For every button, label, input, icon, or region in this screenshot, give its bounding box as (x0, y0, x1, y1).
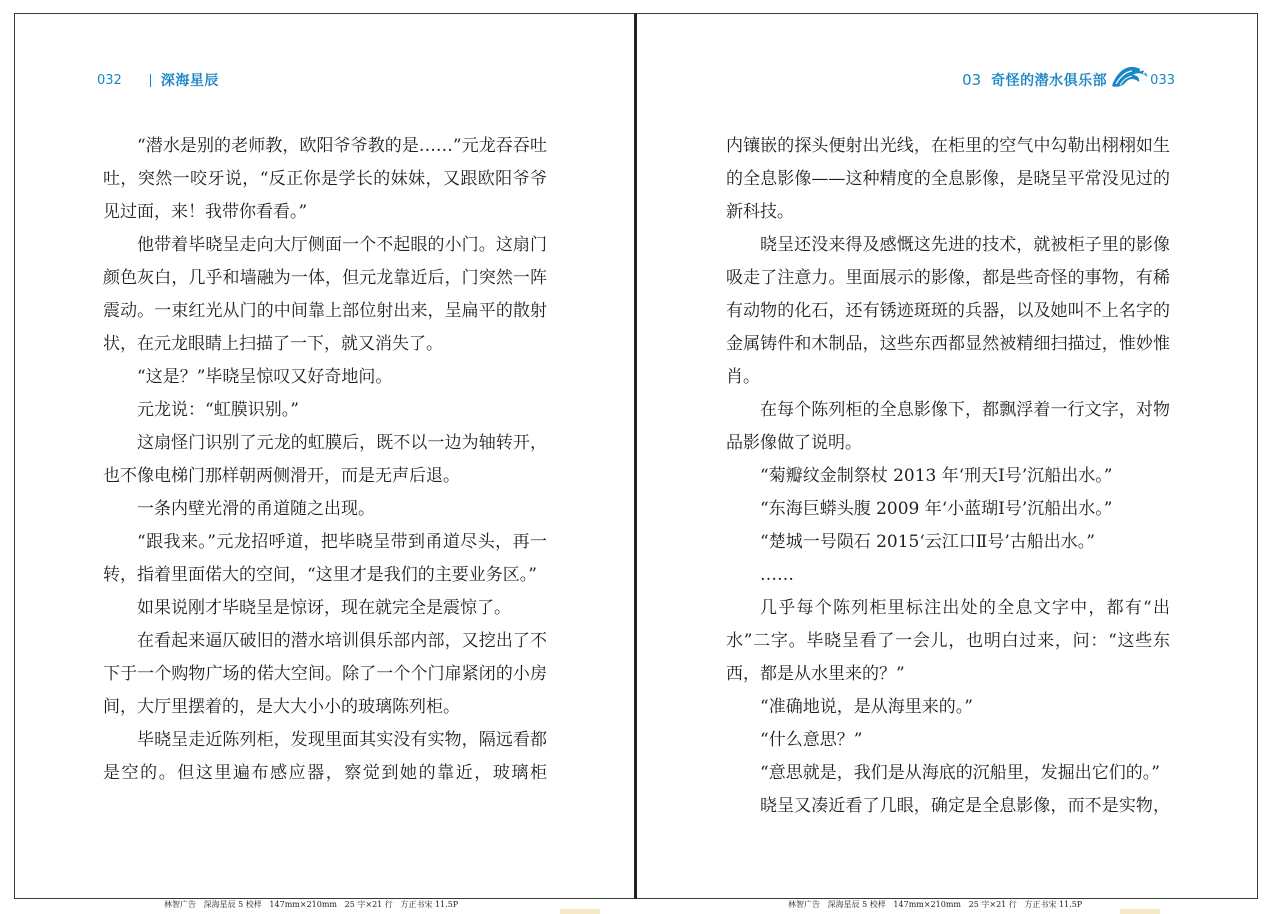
paragraph: 晓呈还没来得及感慨这先进的技术，就被柜子里的影像吸走了注意力。里面展示的影像，都是些奇怪的事物，有稀有动物的化石，还有锈迹斑斑的兵器，以及她叫不上名字的金属铸件和木制品，这些东西都显然被精细扫描过，惟妙惟肖。 (726, 235, 1170, 387)
chapter-title: 奇怪的潜水俱乐部 (991, 73, 1108, 89)
paragraph: …… (760, 565, 794, 585)
paragraph: “楚城一号陨石 2015‘云江口Ⅱ号’古船出水。” (760, 532, 1095, 552)
paragraph: 毕晓呈走近陈列柜，发现里面其实没有实物，隔远看都是空的。但这里遍布感应器，察觉到她的靠近，玻璃柜 (103, 730, 547, 783)
page-number: 033 (1150, 72, 1175, 88)
wave-icon (1110, 62, 1150, 90)
color-bar (560, 909, 600, 914)
page-number: 032 (97, 72, 122, 88)
paragraph: “什么意思？” (760, 730, 863, 750)
paragraph: “准确地说，是从海里来的。” (760, 697, 973, 717)
print-slug: 林智广告 深海星辰 5 校样 147mm×210mm 25 字×21 行 方正书宋 11.5P (164, 899, 458, 914)
paragraph: “菊瓣纹金制祭杖 2013 年‘刑天Ⅰ号’沉船出水。” (760, 466, 1113, 486)
paragraph: 这扇怪门识别了元龙的虹膜后，既不以一边为轴转开，也不像电梯门那样朝两侧滑开，而是无声后退。 (103, 433, 547, 486)
color-bar (1120, 909, 1160, 914)
paragraph: 几乎每个陈列柜里标注出处的全息文字中，都有“出水”二字。毕晓呈看了一会儿，也明白过来，问：“这些东西，都是从水里来的？” (726, 598, 1170, 684)
paragraph: “潜水是别的老师教，欧阳爷爷教的是……”元龙吞吞吐吐，突然一咬牙说，“反正你是学长的妹妹，又跟欧阳爷爷见过面，来！我带你看看。” (103, 136, 547, 222)
header-divider (150, 74, 151, 87)
print-slug: 林智广告 深海星辰 5 校样 147mm×210mm 25 字×21 行 方正书宋 11.5P (788, 899, 1082, 914)
left-page (14, 13, 636, 899)
paragraph: 他带着毕晓呈走向大厅侧面一个不起眼的小门。这扇门颜色灰白，几乎和墙融为一体，但元龙靠近后，门突然一阵震动。一束红光从门的中间靠上部位射出来，呈扁平的散射状，在元龙眼睛上扫描了一下，就又消失了。 (103, 235, 547, 354)
paragraph: 如果说刚才毕晓呈是惊讶，现在就完全是震惊了。 (137, 598, 511, 618)
paragraph: 内镶嵌的探头便射出光线，在柜里的空气中勾勒出栩栩如生的全息影像——这种精度的全息影像，是晓呈平常没见过的新科技。 (726, 136, 1170, 222)
chapter-number: 03 (962, 71, 982, 89)
paragraph: 在每个陈列柜的全息影像下，都飘浮着一行文字，对物品影像做了说明。 (726, 400, 1170, 453)
paragraph: 元龙说：“虹膜识别。” (137, 400, 299, 420)
right-body-text (726, 130, 1170, 823)
paragraph: “意思就是，我们是从海底的沉船里，发掘出它们的。” (760, 763, 1160, 783)
paragraph: 在看起来逼仄破旧的潜水培训俱乐部内部，又挖出了不下于一个购物广场的偌大空间。除了一个个门扉紧闭的小房间，大厅里摆着的，是大大小小的玻璃陈列柜。 (103, 631, 547, 717)
paragraph: “跟我来。”元龙招呼道，把毕晓呈带到甬道尽头，再一转，指着里面偌大的空间，“这里才是我们的主要业务区。” (103, 532, 547, 585)
paragraph: “这是？”毕晓呈惊叹又好奇地问。 (137, 367, 393, 387)
right-page (636, 13, 1258, 899)
left-body-text (103, 130, 547, 790)
paragraph: 一条内壁光滑的甬道随之出现。 (137, 499, 375, 519)
running-title: 深海星辰 (160, 73, 219, 89)
paragraph: “东海巨蟒头腹 2009 年‘小蓝瑚Ⅰ号’沉船出水。” (760, 499, 1113, 519)
right-page-header (962, 70, 1175, 90)
left-page-header (97, 70, 219, 90)
paragraph: 晓呈又凑近看了几眼，确定是全息影像，而不是实物， (760, 796, 1170, 816)
